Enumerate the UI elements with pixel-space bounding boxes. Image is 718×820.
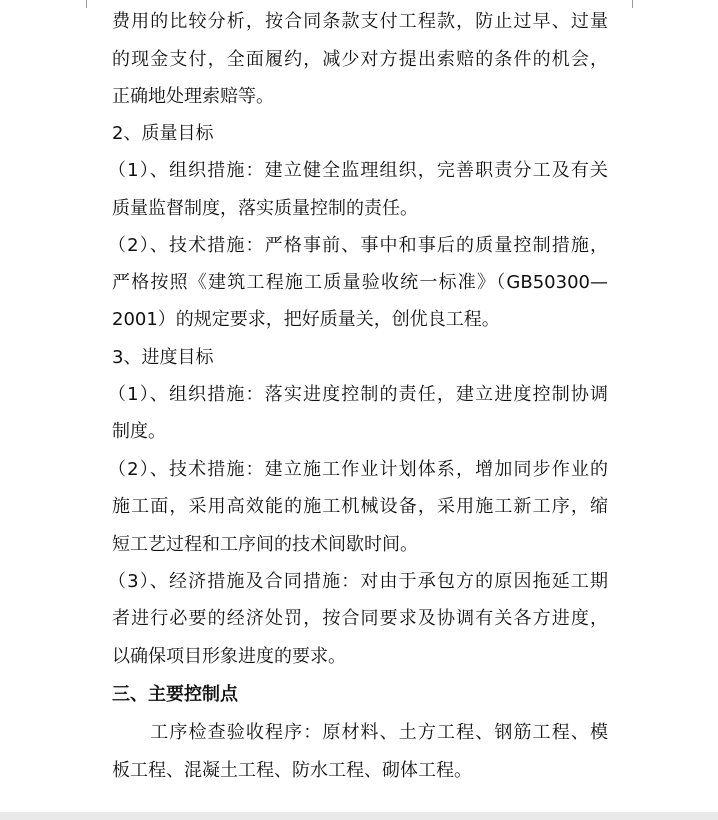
text-line: （3）、经济措施及合同措施：对由于承包方的原因拖延工期 xyxy=(108,571,608,592)
text-line: （2）、技术措施：建立施工作业计划体系，增加同步作业的 xyxy=(108,459,608,480)
section-heading: 2、质量目标 xyxy=(112,123,214,144)
section-heading-bold: 三、主要控制点 xyxy=(112,684,238,705)
section-heading: 3、进度目标 xyxy=(112,347,214,368)
text-line: 以确保项目形象进度的要求。 xyxy=(112,646,346,667)
text-line: 制度。 xyxy=(112,421,166,442)
page-gap xyxy=(0,812,718,820)
page-corner-mark-left xyxy=(86,0,95,8)
text-line: （2）、技术措施：严格事前、事中和事后的质量控制措施， xyxy=(108,235,608,256)
text-line: 的现金支付，全面履约，减少对方提出索赔的条件的机会， xyxy=(112,49,608,70)
text-line: 短工艺过程和工序间的技术间歇时间。 xyxy=(112,534,418,555)
text-line: 费用的比较分析，按合同条款支付工程款，防止过早、过量 xyxy=(112,11,608,32)
text-line: 板工程、混凝土工程、防水工程、砌体工程。 xyxy=(112,760,472,781)
page-corner-mark-right xyxy=(624,0,633,8)
text-line: （1）、组织措施：建立健全监理组织，完善职责分工及有关 xyxy=(108,160,608,181)
text-line: 工序检查验收程序：原材料、土方工程、钢筋工程、模 xyxy=(112,722,608,743)
text-line: 者进行必要的经济处罚，按合同要求及协调有关各方进度， xyxy=(112,608,608,629)
text-line: 2001）的规定要求，把好质量关，创优良工程。 xyxy=(112,309,500,330)
text-line: （1）、组织措施：落实进度控制的责任，建立进度控制协调 xyxy=(108,384,608,405)
text-line: 质量监督制度，落实质量控制的责任。 xyxy=(112,198,418,219)
text-line: 施工面，采用高效能的施工机械设备，采用施工新工序，缩 xyxy=(112,496,608,517)
text-line: 严格按照《建筑工程施工质量验收统一标准》（GB50300— xyxy=(112,272,608,293)
text-line: 正确地处理索赔等。 xyxy=(112,86,274,107)
